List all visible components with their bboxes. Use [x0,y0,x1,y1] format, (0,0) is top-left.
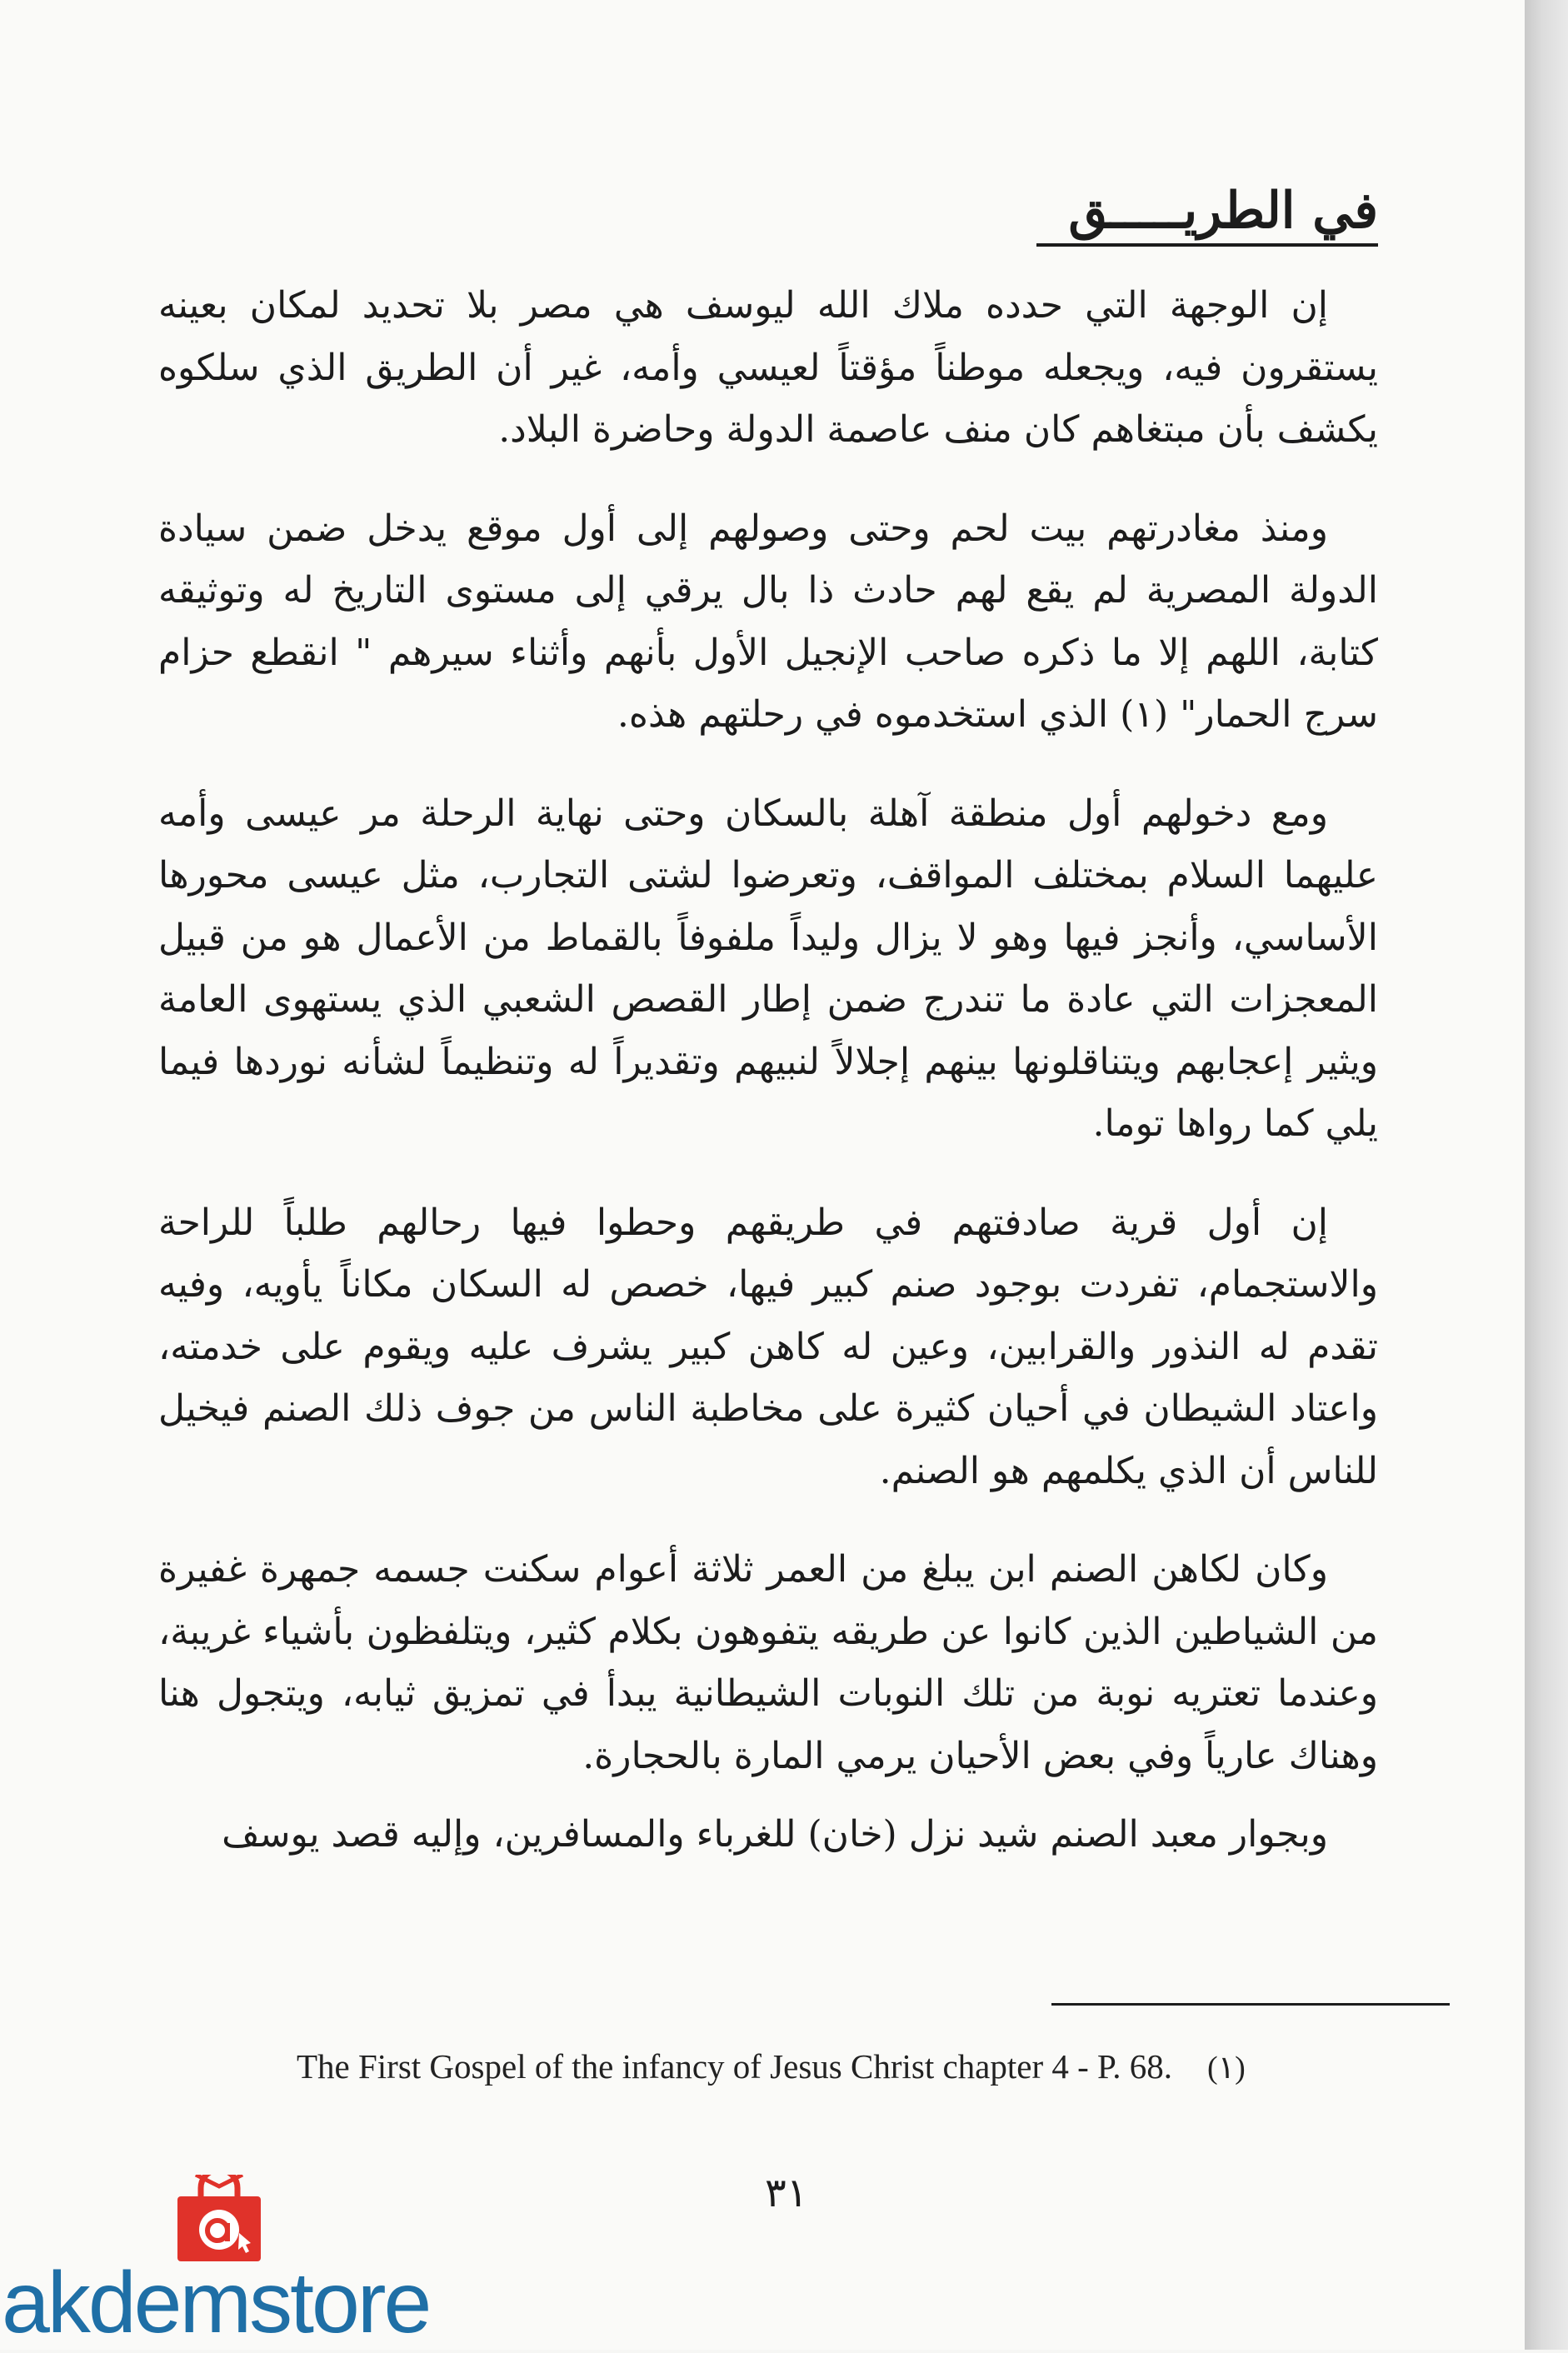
body-text [158,275,1378,1903]
title-underline [1036,243,1378,247]
paragraph-2: ومنذ مغادرتهم بيت لحم وحتى وصولهم إلى أول موقع يدخل ضمن سيادة الدولة المصرية لم يقع لهم حادث ذا بال يرقي إلى مستوى التاريخ له وتوثيقه كتابة، اللهم إلا ما ذكره صاحب الإنجيل الأول بأنهم وأثناء سيرهم " انقطع حزام سرج الحمار" (١) الذي استخدموه في رحلتهم هذه. [158,507,1378,736]
paragraph-3: ومع دخولهم أول منطقة آهلة بالسكان وحتى نهاية الرحلة مر عيسى وأمه عليهما السلام بمختلف المواقف، وتعرضوا لشتى التجارب، مثل عيسى محورها الأساسي، وأنجز فيها وهو لا يزال وليداً ملفوفاً بالقماط من الأعمال هو من قبيل المعجزات التي عادة ما تندرج ضمن إطار القصص الشعبي الذي يستهوى العامة ويثير إعجابهم ويتناقلونها بينهم إجلالاً لنبيهم وتقديراً له وتنظيماً لشأنه نوردها فيما يلي كما رواها توما. [158,792,1378,1145]
paragraph-1: إن الوجهة التي حدده ملاك الله ليوسف هي مصر بلا تحديد لمكان بعينه يستقرون فيه، ويجعله موطناً مؤقتاً لعيسي وأمه، غير أن الطريق الذي سلكوه يكشف بأن مبتغاهم كان منف عاصمة الدولة وحاضرة البلاد. [158,284,1378,451]
shopping-bag-logo-icon [171,2175,267,2263]
paragraph-6: وبجوار معبد الصنم شيد نزل (خان) للغرباء والمسافرين، وإليه قصد يوسف [222,1813,1328,1856]
page-number: ٣١ [765,2170,808,2216]
store-logo: akdemstore [2,2255,430,2351]
footnote-text: The First Gospel of the infancy of Jesus Christ chapter 4 - P. 68. [297,2047,1173,2086]
book-spine-shadow [1525,0,1568,2350]
footnote [297,2046,1246,2086]
chapter-title: في الطريـــــق [1068,182,1378,240]
paragraph-5: وكان لكاهن الصنم ابن يبلغ من العمر ثلاثة أعوام سكنت جسمه جمهرة غفيرة من الشياطين الذين كانوا عن طريقه يتفوهون بكلام كثير، ويتلفظون بأشياء غريبة، وعندما تعتريه نوبة من تلك النوبات الشيطانية يبدأ في تمزيق ثيابه، ويتجول هنا وهناك عارياً وفي بعض الأحيان يرمي المارة بالحجارة. [158,1548,1378,1777]
paragraph-4: إن أول قرية صادفتهم في طريقهم وحطوا فيها رحالهم طلباً للراحة والاستجمام، تفردت بوجود صنم كبير فيها، خصص له السكان مكاناً يأويه، وفيه تقدم له النذور والقرابين، وعين له كاهن كبير يشرف عليه ويقوم على خدمته، واعتاد الشيطان في أحيان كثيرة على مخاطبة الناس من جوف ذلك الصنم فيخيل للناس أن الذي يكلمهم هو الصنم. [158,1201,1378,1492]
footnote-divider [1051,2003,1450,2006]
footnote-marker: (١) [1207,2051,1246,2086]
